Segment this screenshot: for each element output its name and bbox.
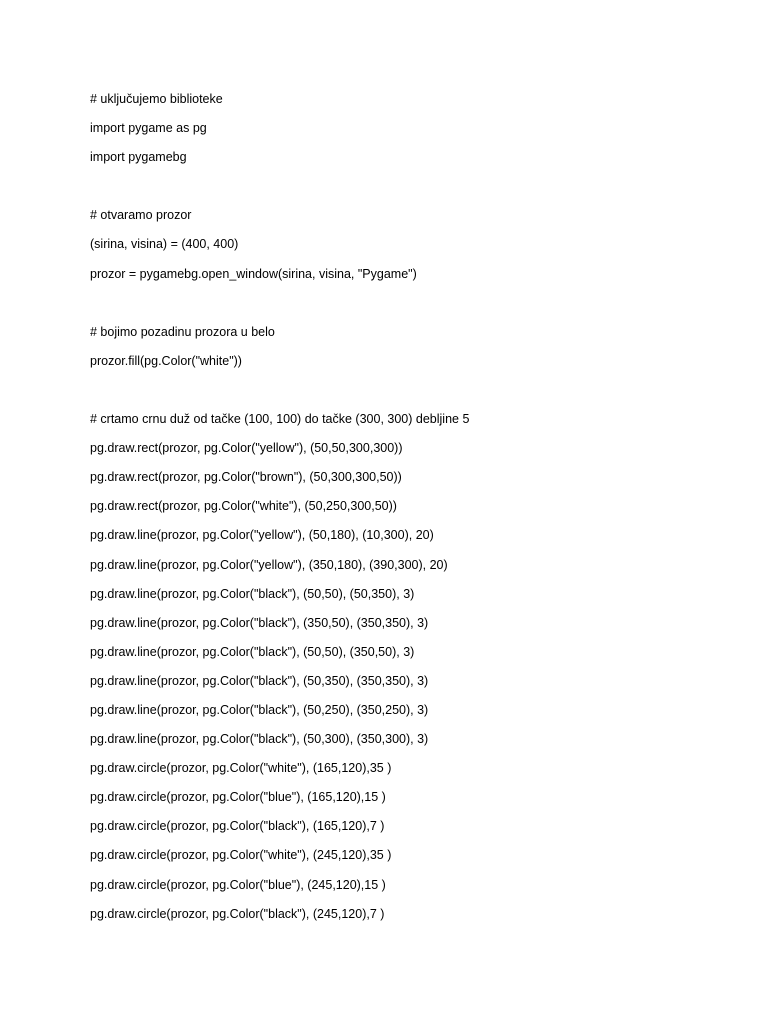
code-line: pg.draw.circle(prozor, pg.Color("blue"), (245,120),15 ): [90, 877, 386, 892]
code-line: pg.draw.circle(prozor, pg.Color("white"), (245,120),35 ): [90, 848, 392, 863]
blank-line: [90, 295, 730, 311]
code-line: pg.draw.circle(prozor, pg.Color("blue"), (165,120),15 ): [90, 790, 386, 805]
comment-line: # crtamo crnu duž od tačke (100, 100) do tačke (300, 300) debljine 5: [90, 412, 470, 427]
code-line: pg.draw.line(prozor, pg.Color("black"), (50,50), (50,350), 3): [90, 586, 415, 601]
comment-line: # uključujemo biblioteke: [90, 92, 223, 106]
blank-line: [90, 382, 730, 398]
comment-line: # otvaramo prozor: [90, 208, 192, 223]
blank-line: [90, 178, 730, 194]
code-line: pg.draw.rect(prozor, pg.Color("brown"), (50,300,300,50)): [90, 470, 402, 485]
code-line: pg.draw.circle(prozor, pg.Color("white"), (165,120),35 ): [90, 761, 392, 776]
code-line: import pygame as pg: [90, 121, 207, 136]
code-line: pg.draw.circle(prozor, pg.Color("black"), (245,120),7 ): [90, 906, 385, 921]
code-line: pg.draw.circle(prozor, pg.Color("black"), (165,120),7 ): [90, 819, 385, 834]
code-listing: [90, 91, 730, 935]
code-line: pg.draw.rect(prozor, pg.Color("white"), (50,250,300,50)): [90, 499, 397, 514]
code-line: pg.draw.line(prozor, pg.Color("yellow"), (50,180), (10,300), 20): [90, 528, 434, 543]
code-line: import pygamebg: [90, 150, 187, 165]
code-line: pg.draw.line(prozor, pg.Color("black"), (50,300), (350,300), 3): [90, 732, 429, 747]
code-line: pg.draw.rect(prozor, pg.Color("yellow"), (50,50,300,300)): [90, 441, 403, 456]
comment-line: # bojimo pozadinu prozora u belo: [90, 324, 275, 339]
code-line: pg.draw.line(prozor, pg.Color("black"), (50,50), (350,50), 3): [90, 644, 415, 659]
code-line: (sirina, visina) = (400, 400): [90, 237, 239, 252]
code-line: pg.draw.line(prozor, pg.Color("black"), (50,250), (350,250), 3): [90, 702, 429, 717]
code-line: pg.draw.line(prozor, pg.Color("yellow"), (350,180), (390,300), 20): [90, 557, 448, 572]
code-line: prozor.fill(pg.Color("white")): [90, 353, 242, 368]
code-line: prozor = pygamebg.open_window(sirina, visina, "Pygame"): [90, 266, 417, 281]
code-line: pg.draw.line(prozor, pg.Color("black"), (50,350), (350,350), 3): [90, 673, 429, 688]
code-line: pg.draw.line(prozor, pg.Color("black"), (350,50), (350,350), 3): [90, 615, 429, 630]
